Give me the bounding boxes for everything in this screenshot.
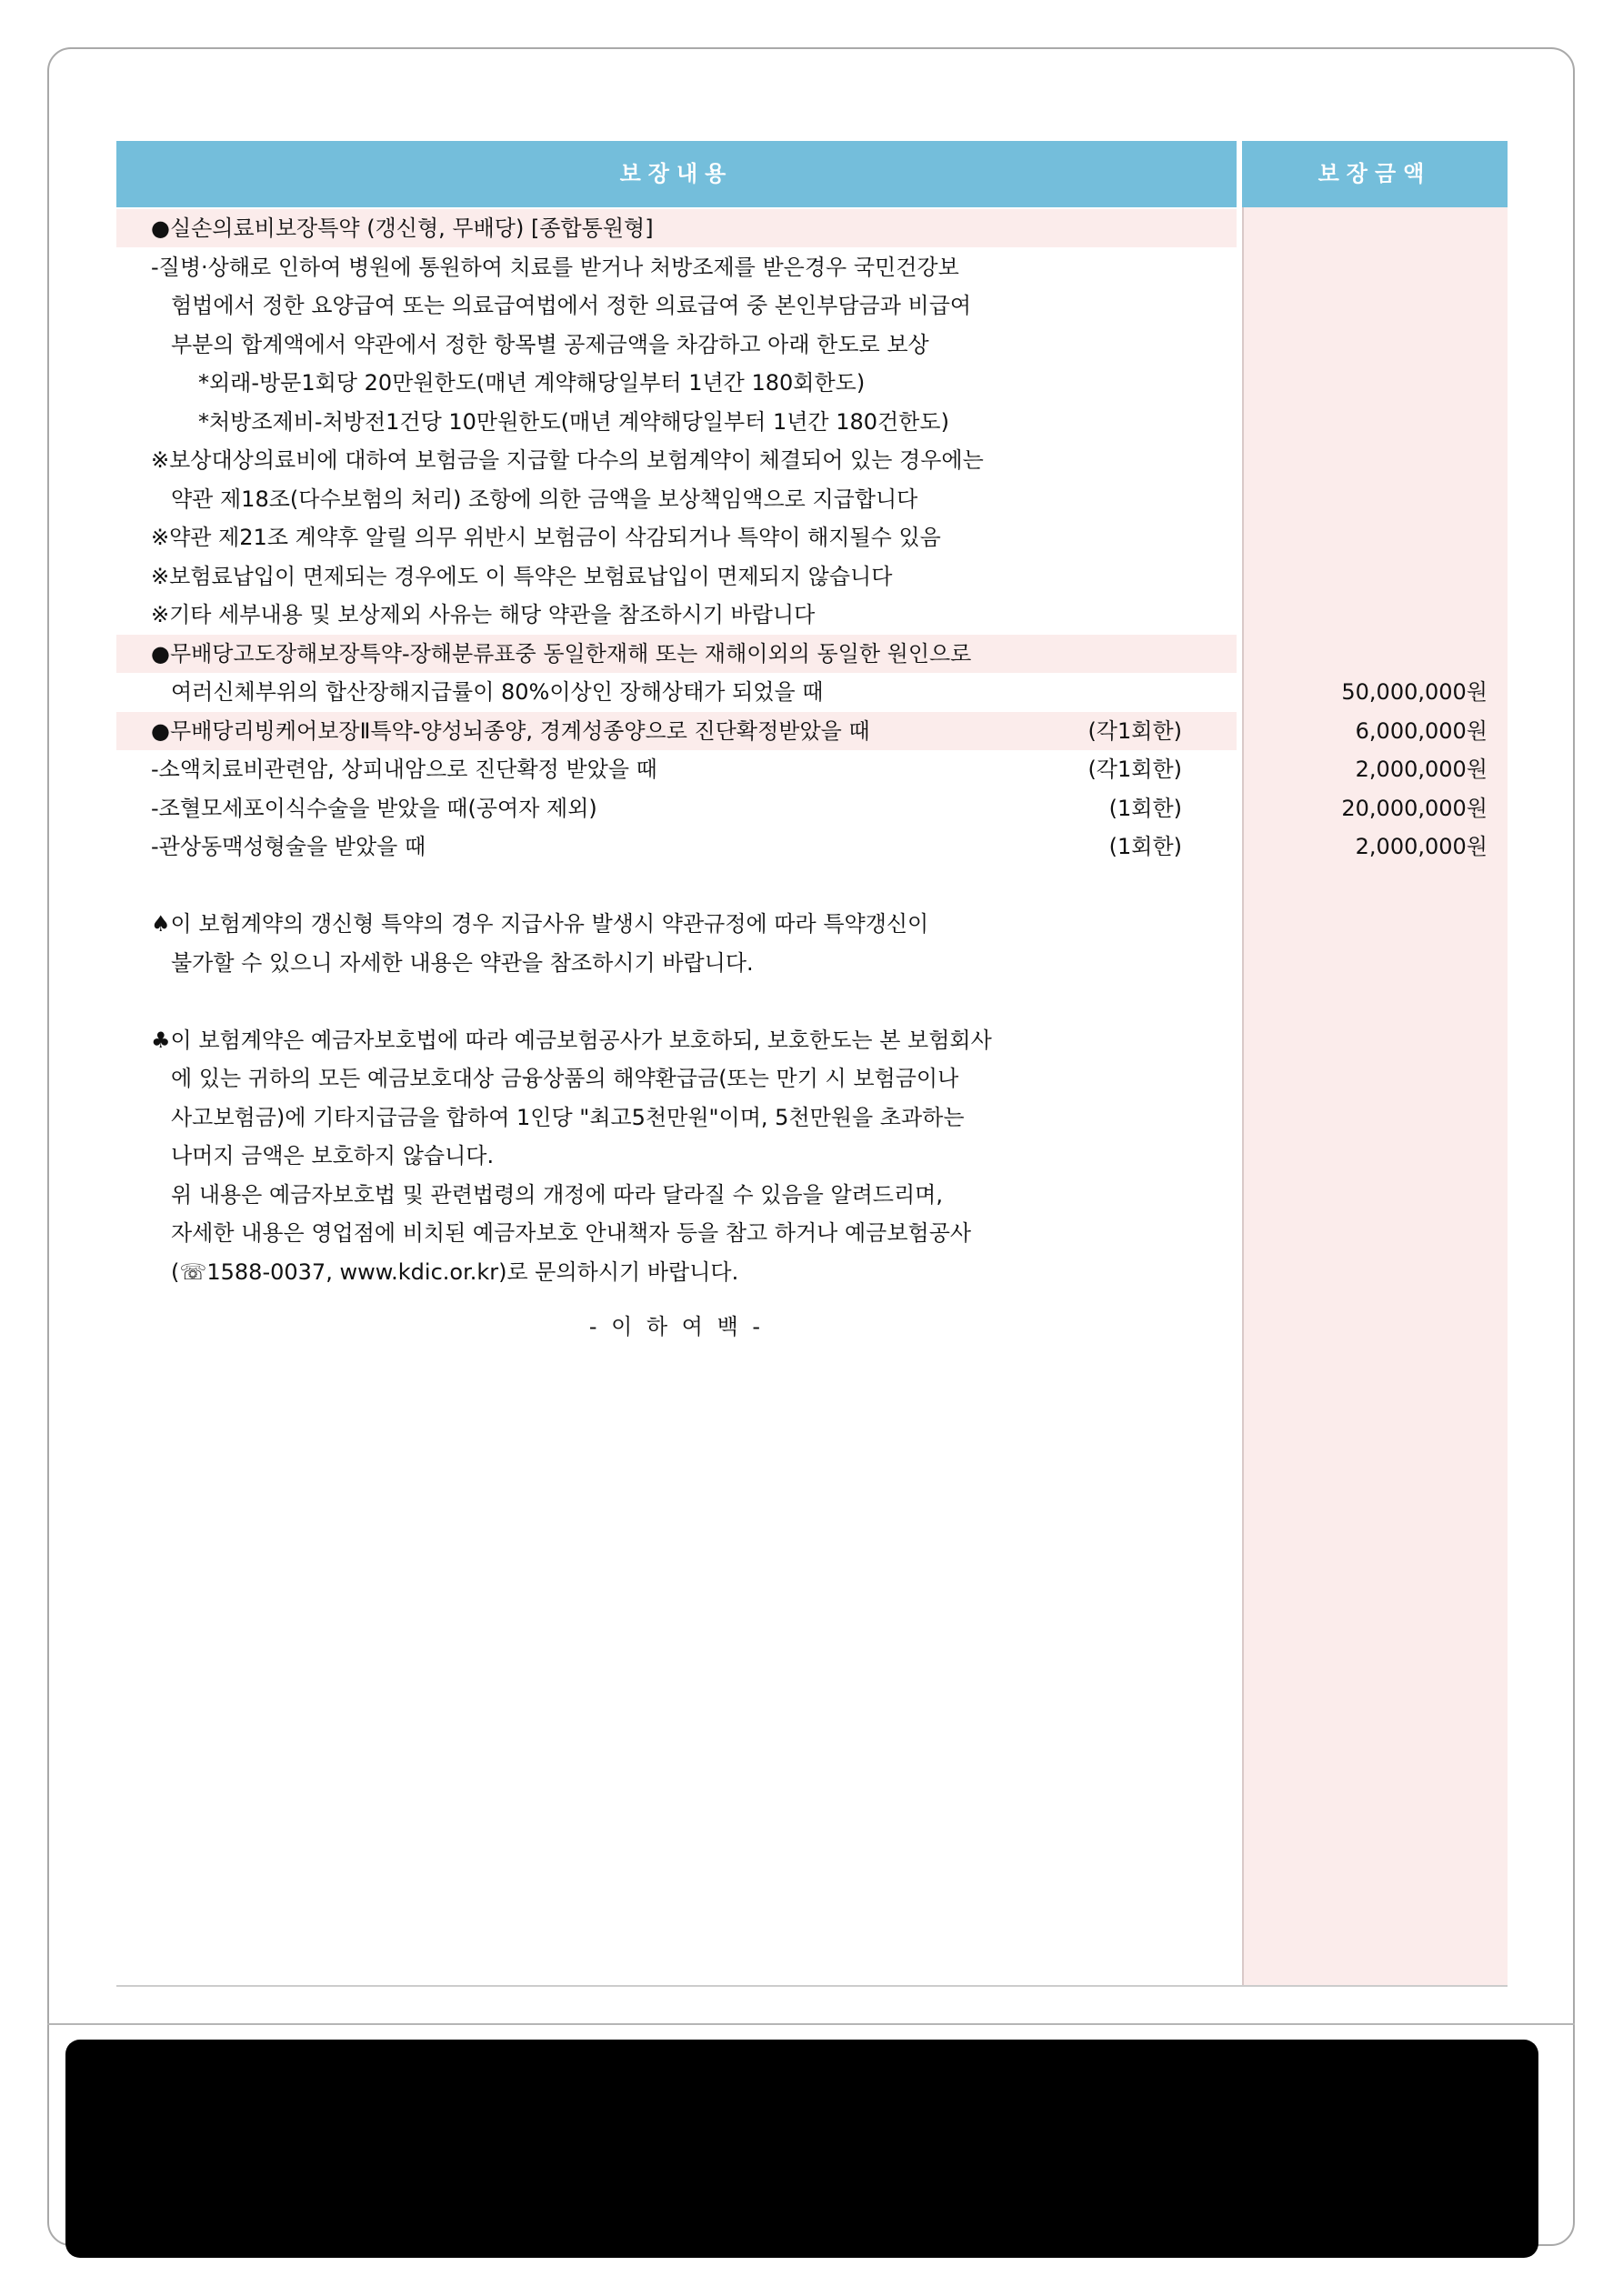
coverage-row [116, 867, 1237, 905]
coverage-row-text: ♠이 보험계약의 갱신형 특약의 경우 지급사유 발생시 약관규정에 따라 특약갱신이 [151, 911, 929, 937]
coverage-row-amount: 6,000,000원 [1355, 717, 1488, 744]
coverage-row [116, 364, 1237, 402]
coverage-row-text: ※보상대상의료비에 대하여 보험금을 지급할 다수의 보험계약이 체결되어 있는 경우에는 [151, 447, 984, 473]
coverage-row-text: -관상동맥성형술을 받았을 때 [151, 834, 426, 859]
coverage-row [116, 1253, 1237, 1291]
end-of-document-marker: - 이 하 여 백 - [588, 1314, 765, 1339]
coverage-row-text: *처방조제비-처방전1건당 10만원한도(매년 계약해당일부터 1년간 180건한도) [198, 408, 949, 435]
coverage-row-amount: 20,000,000원 [1341, 795, 1488, 821]
header-coverage-amount: 보장금액 [1242, 141, 1508, 207]
coverage-row-text: 약관 제18조(다수보험의 처리) 조항에 의한 금액을 보상책임액으로 지급합니다 [171, 486, 918, 512]
coverage-row-text: -질병·상해로 인하여 병원에 통원하여 치료를 받거나 처방조제를 받은경우 국민건강보 [151, 254, 959, 280]
coverage-row [116, 326, 1237, 364]
coverage-row-text: ●실손의료비보장특약 (갱신형, 무배당) [종합통원형] [151, 216, 654, 241]
coverage-row-text: ●무배당리빙케어보장Ⅱ특약-양성뇌종양, 경계성종양으로 진단확정받았을 때 [151, 717, 870, 744]
coverage-row-text: 자세한 내용은 영업점에 비치된 예금자보호 안내책자 등을 참고 하거나 예금보험공사 [171, 1220, 972, 1246]
coverage-row [116, 789, 1237, 827]
coverage-row [116, 673, 1237, 711]
coverage-row-text: -소액치료비관련암, 상피내암으로 진단확정 받았을 때 [151, 757, 657, 782]
coverage-row [116, 557, 1237, 596]
coverage-row [116, 403, 1237, 441]
coverage-row [116, 635, 1237, 673]
coverage-row [116, 1214, 1237, 1252]
coverage-row-limit: (각1회한) [1087, 757, 1182, 782]
coverage-row [116, 1059, 1237, 1098]
coverage-row [116, 1176, 1237, 1214]
header-coverage-content: 보장내용 [116, 141, 1237, 207]
coverage-row-text: 불가할 수 있으니 자세한 내용은 약관을 참조하시기 바랍니다. [171, 949, 754, 976]
footer-divider [47, 2023, 1575, 2025]
coverage-row-text: 험법에서 정한 요양급여 또는 의료급여법에서 정한 의료급여 중 본인부담금과 비급여 [171, 293, 972, 318]
coverage-row [116, 944, 1237, 982]
coverage-row-text: *외래-방문1회당 20만원한도(매년 계약해당일부터 1년간 180회한도) [198, 370, 866, 396]
coverage-row-text: 에 있는 귀하의 모든 예금보호대상 금융상품의 해약환급금(또는 만기 시 보험금이나 [171, 1066, 959, 1091]
coverage-row-limit: (1회한) [1108, 834, 1182, 859]
coverage-row [116, 286, 1237, 325]
footer-black-box [65, 2040, 1538, 2258]
coverage-row-text: ※약관 제21조 계약후 알릴 의무 위반시 보험금이 삭감되거나 특약이 해지될수 있음 [151, 525, 941, 550]
coverage-row [116, 518, 1237, 556]
coverage-row-text: 위 내용은 예금자보호법 및 관련법령의 개정에 따라 달라질 수 있음을 알려드리며, [171, 1181, 943, 1208]
coverage-row-limit: (1회한) [1108, 795, 1182, 821]
coverage-row [116, 982, 1237, 1020]
coverage-row-text: (☏1588-0037, www.kdic.or.kr)로 문의하시기 바랍니다. [171, 1258, 739, 1285]
coverage-row [116, 480, 1237, 518]
coverage-row [116, 827, 1237, 866]
amount-column [1242, 207, 1508, 1985]
coverage-row-text: ※보험료납입이 면제되는 경우에도 이 특약은 보험료납입이 면제되지 않습니다 [151, 563, 893, 589]
coverage-row [116, 441, 1237, 479]
coverage-row-amount: 2,000,000원 [1355, 834, 1488, 859]
coverage-row [116, 1021, 1237, 1059]
coverage-row-text: ♣이 보험계약은 예금자보호법에 따라 예금보험공사가 보호하되, 보호한도는 본 보험회사 [151, 1027, 992, 1053]
coverage-row [116, 712, 1237, 750]
coverage-row-text: 사고보험금)에 기타지급금을 합하여 1인당 "최고5천만원"이며, 5천만원을 초과하는 [171, 1104, 965, 1130]
coverage-row [116, 750, 1237, 788]
coverage-row-amount: 50,000,000원 [1341, 679, 1488, 705]
coverage-row [116, 1137, 1237, 1175]
coverage-row [116, 905, 1237, 943]
coverage-row [116, 1098, 1237, 1137]
coverage-row-text: ※기타 세부내용 및 보상제외 사유는 해당 약관을 참조하시기 바랍니다 [151, 602, 816, 627]
coverage-row-amount: 2,000,000원 [1355, 757, 1488, 782]
coverage-row [116, 248, 1237, 286]
coverage-row-limit: (각1회한) [1087, 717, 1182, 744]
coverage-row-text: 여러신체부위의 합산장해지급률이 80%이상인 장해상태가 되었을 때 [171, 679, 824, 705]
coverage-row [116, 209, 1237, 247]
table-bottom-rule [116, 1985, 1508, 1987]
coverage-row-text: -조혈모세포이식수술을 받았을 때(공여자 제외) [151, 795, 597, 821]
coverage-row-text: 나머지 금액은 보호하지 않습니다. [171, 1143, 495, 1168]
coverage-row [116, 596, 1237, 634]
coverage-row-text: ●무배당고도장해보장특약-장해분류표중 동일한재해 또는 재해이외의 동일한 원인으로 [151, 640, 972, 667]
coverage-row-text: 부분의 합계액에서 약관에서 정한 항목별 공제금액을 차감하고 아래 한도로 보상 [171, 331, 929, 357]
